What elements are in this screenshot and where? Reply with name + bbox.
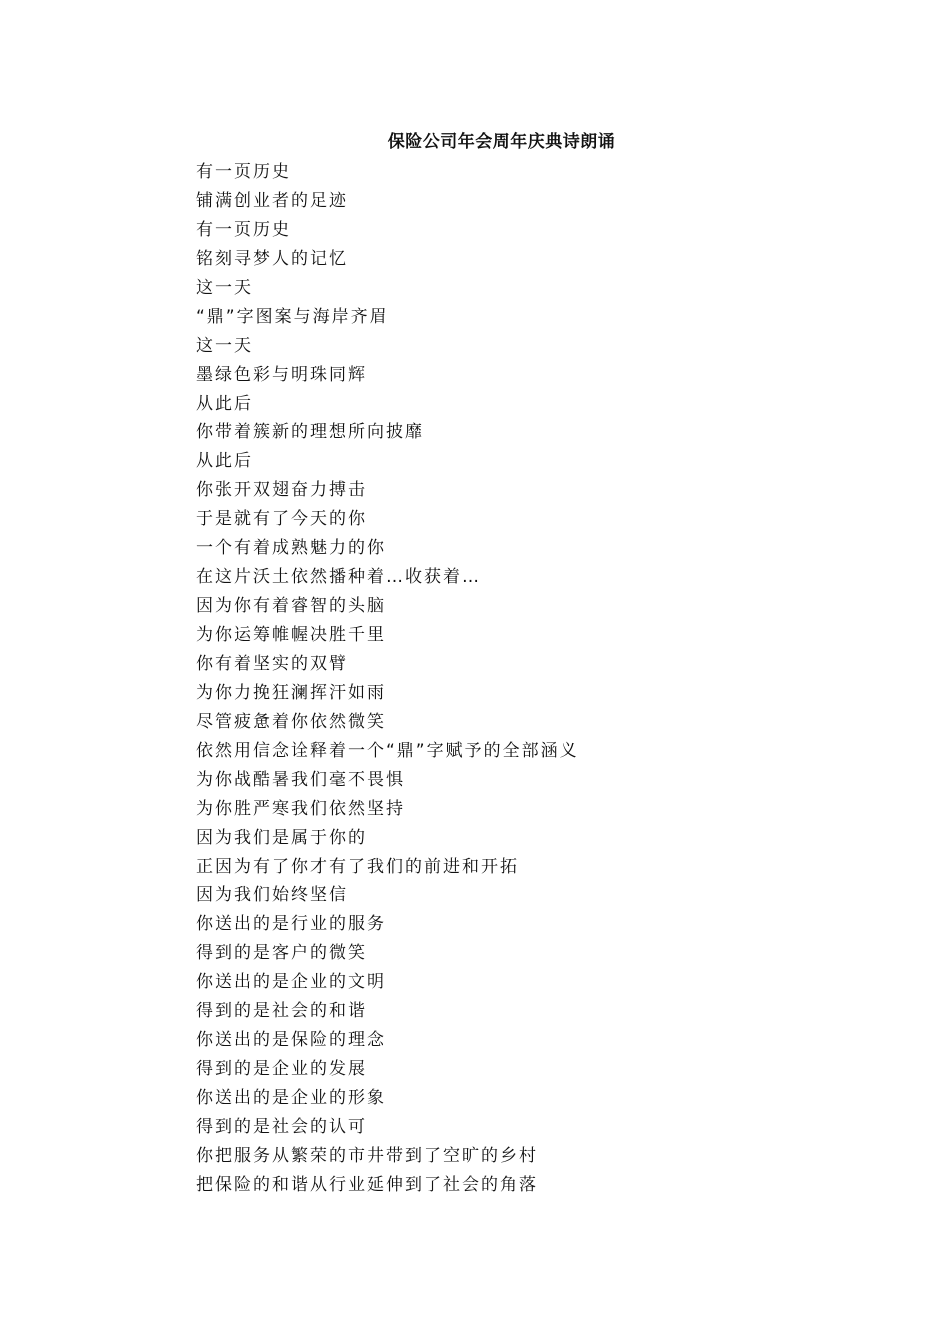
poem-line: 为你胜严寒我们依然坚持 [196, 798, 405, 819]
poem-line: 得到的是企业的发展 [196, 1059, 367, 1080]
poem-line: “鼎”字图案与海岸齐眉 [196, 306, 389, 327]
poem-line: 尽管疲惫着你依然微笑 [196, 711, 386, 732]
poem-line: 得到的是社会的和谐 [196, 1001, 367, 1022]
poem-line: 为你力挽狂澜挥汗如雨 [196, 682, 386, 703]
poem-line: 因为我们始终坚信 [196, 885, 348, 906]
poem-line: 墨绿色彩与明珠同辉 [196, 364, 367, 385]
poem-line: 有一页历史 [196, 219, 291, 240]
poem-line: 你送出的是企业的文明 [196, 972, 386, 993]
poem-line: 你送出的是行业的服务 [196, 914, 386, 935]
poem-line: 为你运筹帷幄决胜千里 [196, 625, 386, 645]
poem-line: 依然用信念诠释着一个“鼎”字赋予的全部涵义 [196, 740, 579, 761]
poem-line: 在这片沃土依然播种着…收获着… [196, 567, 481, 588]
poem-line: 得到的是社会的认可 [196, 1116, 367, 1137]
poem-line: 从此后 [196, 451, 253, 472]
poem-line: 把保险的和谐从行业延伸到了社会的角落 [196, 1174, 538, 1195]
poem-line: 你有着坚实的双臂 [196, 653, 348, 674]
poem-line: 你送出的是企业的形象 [196, 1088, 386, 1108]
poem-line: 你带着簇新的理想所向披靡 [196, 422, 424, 443]
poem-line: 从此后 [196, 393, 253, 414]
poem-line: 有一页历史 [196, 162, 291, 182]
poem-line: 正因为有了你才有了我们的前进和开拓 [196, 856, 519, 877]
poem-line: 铭刻寻梦人的记忆 [196, 248, 348, 269]
poem-line: 这一天 [196, 335, 253, 356]
poem-line: 铺满创业者的足迹 [196, 190, 348, 211]
poem-line: 因为我们是属于你的 [196, 827, 367, 848]
poem-line: 你把服务从繁荣的市井带到了空旷的乡村 [196, 1145, 538, 1166]
poem-line: 得到的是客户的微笑 [196, 943, 367, 964]
poem-line: 这一天 [196, 277, 253, 298]
poem-body [196, 158, 579, 1200]
poem-line: 你张开双翅奋力搏击 [196, 480, 367, 501]
poem-line: 一个有着成熟魅力的你 [196, 538, 386, 559]
document-title: 保险公司年会周年庆典诗朗诵 [387, 132, 616, 152]
poem-line: 为你战酷暑我们毫不畏惧 [196, 769, 405, 790]
poem-line: 你送出的是保险的理念 [196, 1030, 386, 1051]
poem-line: 于是就有了今天的你 [196, 509, 367, 530]
poem-line: 因为你有着睿智的头脑 [196, 596, 386, 617]
